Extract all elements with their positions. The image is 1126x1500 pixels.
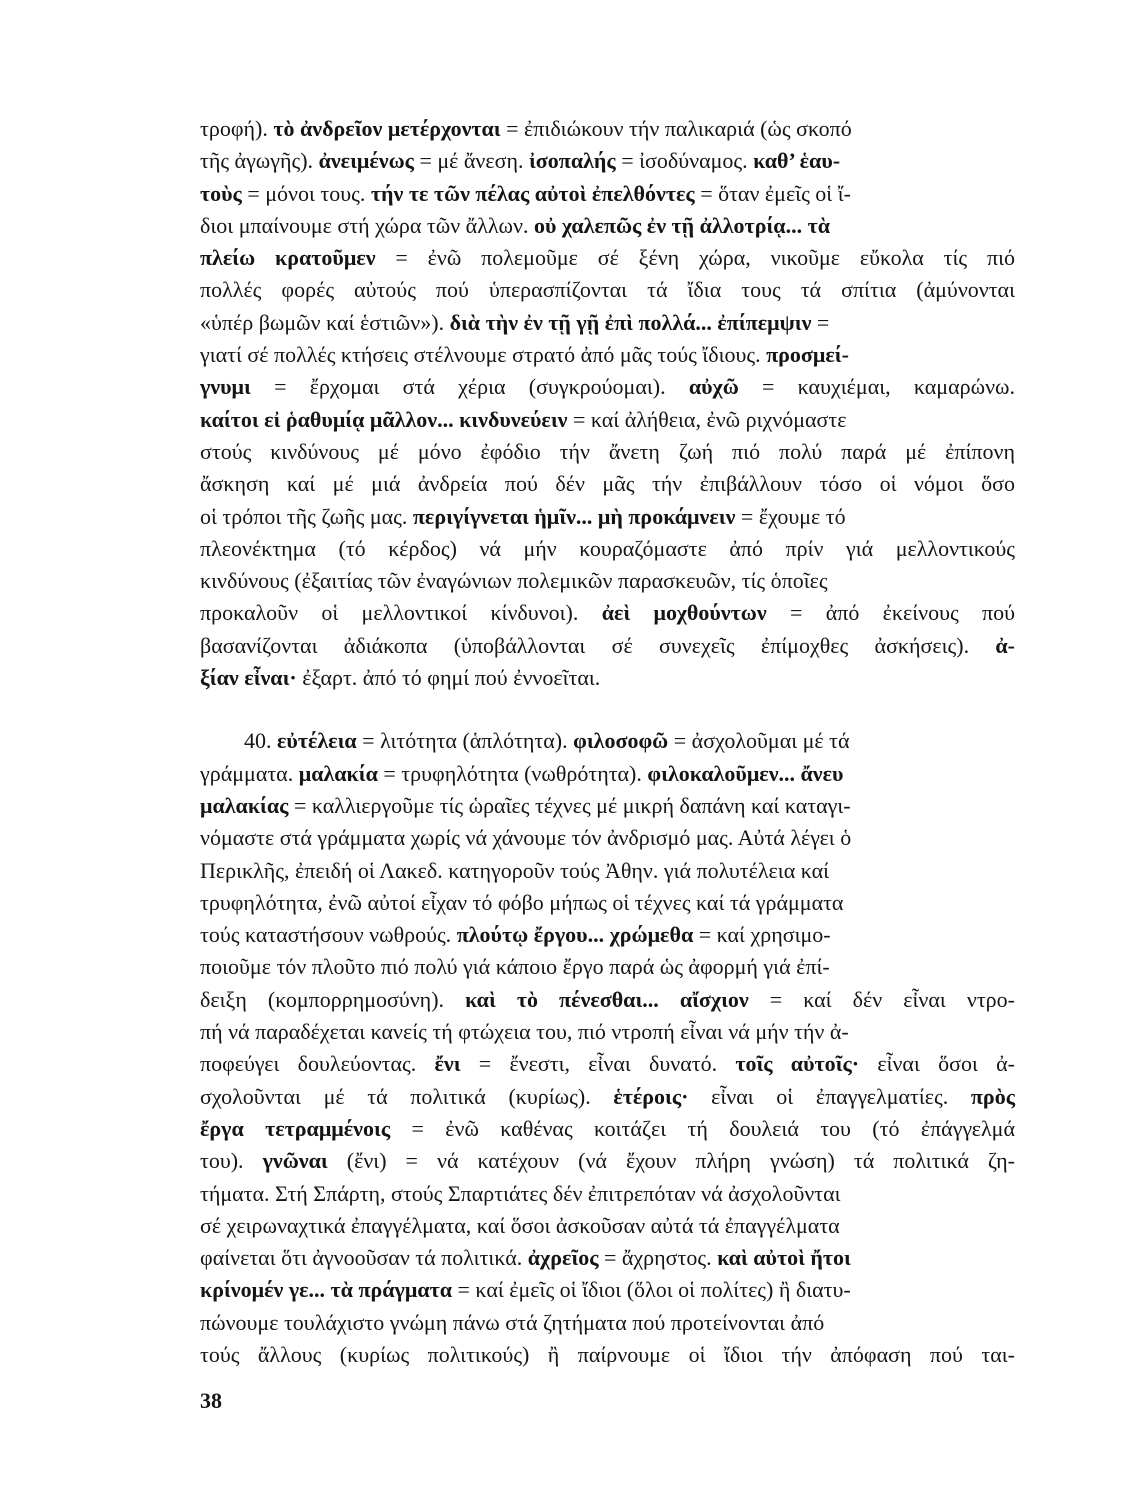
text-line: [200, 145, 1015, 177]
text-line-content: [244, 725, 850, 757]
lemma-term: φιλοσοφῶ: [573, 728, 669, 754]
text-line: [200, 951, 1015, 983]
text-line-content: [200, 1339, 1015, 1371]
text-line-content: [200, 951, 830, 983]
gloss-text: τούς ἄλλους (κυρίως πολιτικούς) ἢ παίρνουμε οἱ ἴδιοι τήν ἀπόφαση πού ται-: [200, 1341, 1015, 1367]
gloss-text: = ἐνῶ πολεμοῦμε σέ ξένη χώρα, νικοῦμε εὔκολα τίς πιό: [375, 245, 1016, 271]
lemma-term: προσμεί-: [766, 342, 849, 368]
lemma-term: ἔνι: [434, 1051, 461, 1077]
text-line: [200, 242, 1015, 274]
text-line-content: [200, 1016, 849, 1048]
gloss-text: «ὑπέρ βωμῶν καί ἑστιῶν»).: [200, 309, 450, 335]
lemma-term: πλούτῳ ἔργου... χρώμεθα: [456, 922, 694, 948]
lemma-term: καὶ τὸ πένεσθαι... αἴσχιον: [465, 986, 749, 1012]
lemma-term: οὐ χαλεπῶς ἐν τῇ ἀλλοτρίᾳ... τὰ: [533, 212, 830, 238]
text-line-content: [200, 404, 847, 436]
lemma-term: τήν τε τῶν πέλας αὐτοὶ ἐπελθόντες: [370, 180, 695, 206]
lemma-term: γνυμι: [200, 374, 251, 400]
gloss-text: = καί ἀλήθεια, ἐνῶ ριχνόμαστε: [567, 406, 847, 432]
gloss-text: γράμματα.: [200, 760, 299, 786]
lemma-term: μαλακία: [298, 760, 378, 786]
gloss-text: βασανίζονται ἀδιάκοπα (ὑποβάλλονται σέ συνεχεῖς ἐπίμοχθες ἀσκήσεις).: [200, 632, 996, 658]
text-line-content: [200, 210, 830, 242]
text-line: [200, 274, 1015, 306]
gloss-text: = ἔνεστι, εἶναι δυνατό.: [460, 1051, 736, 1077]
gloss-text: ποφεύγει δουλεύοντας.: [200, 1051, 435, 1077]
text-line: [200, 1081, 1015, 1113]
text-line: [200, 533, 1015, 565]
text-line: [200, 1307, 1015, 1339]
lemma-term: ξίαν εἶναι·: [200, 665, 297, 691]
gloss-text: οἱ τρόποι τῆς ζωῆς μας.: [200, 503, 413, 529]
text-line-content: [200, 855, 829, 887]
text-line-content: [200, 1307, 824, 1339]
text-line: [200, 725, 1015, 757]
text-line: [200, 307, 1015, 339]
text-line-content: [200, 790, 851, 822]
lemma-term: τοὺς: [200, 180, 242, 206]
lemma-term: ἀεὶ μοχθούντων: [601, 600, 767, 626]
gloss-text: = καί δέν εἶναι ντρο-: [748, 986, 1015, 1012]
text-line-content: [200, 1274, 851, 1306]
gloss-text: τήματα. Στή Σπάρτη, στούς Σπαρτιάτες δέν ἐπιτρεπόταν νά ἀσχολοῦνται: [200, 1180, 841, 1206]
gloss-text: τρυφηλότητα, ἐνῶ αὐτοί εἶχαν τό φόβο μήπως οἱ τέχνες καί τά γράμματα: [200, 889, 844, 915]
text-line-content: [200, 822, 851, 854]
lemma-term: ἑτέροις·: [613, 1083, 689, 1109]
gloss-text: = ἀπό ἐκείνους πού: [766, 600, 1015, 626]
text-line-content: [200, 1048, 1015, 1080]
gloss-text: ποιοῦμε τόν πλοῦτο πιό πολύ γιά κάποιο ἔργο παρά ὡς ἀφορμή γιά ἐπί-: [200, 954, 830, 980]
text-line: [200, 630, 1015, 662]
text-line-content: [200, 468, 1015, 500]
gloss-text: = ἀσχολοῦμαι μέ τά: [668, 728, 850, 754]
text-line: [200, 1048, 1015, 1080]
text-line: [200, 855, 1015, 887]
lemma-term: τοῖς αὐτοῖς·: [735, 1051, 860, 1077]
gloss-text: = καυχιέμαι, καμαρώνω.: [738, 374, 1015, 400]
lemma-term: κρίνομέν γε... τὰ πράγματα: [200, 1277, 453, 1303]
text-line: [200, 404, 1015, 436]
text-line: [200, 565, 1015, 597]
gloss-text: φαίνεται ὅτι ἀγνοοῦσαν τά πολιτικά.: [200, 1245, 528, 1271]
gloss-text: πώνουμε τουλάχιστο γνώμη πάνω στά ζητήματα πού προτείνονται ἀπό: [200, 1309, 825, 1335]
gloss-text: (ἔνι) = νά κατέχουν (νά ἔχουν πλήρη γνώση) τά πολιτικά ζη-: [327, 1148, 1015, 1174]
text-line-content: [200, 919, 831, 951]
lemma-term: τὸ ἀνδρεῖον μετέρχονται: [273, 116, 501, 141]
lemma-term: πρὸς: [970, 1083, 1015, 1109]
gloss-text: εἶναι ὅσοι ἀ-: [859, 1051, 1015, 1077]
text-line-content: [200, 662, 600, 694]
gloss-text: του).: [200, 1148, 263, 1174]
lemma-term: περιγίγνεται ἡμῖν... μὴ προκάμνειν: [412, 503, 736, 529]
text-line-content: [200, 1081, 1015, 1113]
lemma-term: διὰ τὴν ἐν τῇ γῇ ἐπὶ πολλά... ἐπίπεμψιν: [449, 309, 812, 335]
gloss-text: πλεονέκτημα (τό κέρδος) νά μήν κουραζόμαστε ἀπό πρίν γιά μελλοντικούς: [200, 535, 1015, 561]
lemma-term: γνῶναι: [262, 1148, 328, 1174]
text-line: [200, 984, 1015, 1016]
text-line-content: [200, 178, 851, 210]
lemma-term: εὐτέλεια: [277, 728, 357, 754]
text-line: [200, 1113, 1015, 1145]
text-line-content: [200, 533, 1015, 565]
gloss-text: τροφή).: [200, 116, 274, 141]
text-line-content: [200, 630, 1015, 662]
text-line: [200, 790, 1015, 822]
lemma-term: ἀνειμένως: [318, 148, 414, 174]
gloss-text: = ἔρχομαι στά χέρια (συγκρούομαι).: [250, 374, 689, 400]
text-line: [200, 919, 1015, 951]
text-line-content: [200, 1145, 1015, 1177]
commentary-paragraph: [200, 725, 1015, 1371]
text-line: [200, 113, 1015, 145]
text-line: [200, 501, 1015, 533]
text-line: [200, 178, 1015, 210]
lemma-term: ἀχρεῖος: [527, 1245, 599, 1271]
gloss-text: προκαλοῦν οἱ μελλοντικοί κίνδυνοι).: [200, 600, 602, 626]
text-line: [200, 371, 1015, 403]
gloss-text: γιατί σέ πολλές κτήσεις στέλνουμε στρατό ἀπό μᾶς τούς ἴδιους.: [200, 342, 767, 368]
gloss-text: = ἐνῶ καθένας κοιτάζει τή δουλειά του (τό ἐπάγγελμά: [390, 1115, 1016, 1141]
text-line: [200, 758, 1015, 790]
gloss-text: δειξη (κομπορρημοσύνη).: [200, 986, 466, 1012]
gloss-text: =: [811, 309, 830, 335]
gloss-text: = καί χρησιμο-: [693, 922, 831, 948]
gloss-text: σχολοῦνται μέ τά πολιτικά (κυρίως).: [200, 1083, 614, 1109]
commentary-paragraph: [200, 113, 1015, 694]
gloss-text: = λιτότητα (ἁπλότητα).: [356, 728, 574, 754]
gloss-text: πολλές φορές αὐτούς πού ὑπερασπίζονται τά ἴδια τους τά σπίτια (ἀμύνονται: [200, 277, 1015, 303]
text-line: [200, 1016, 1015, 1048]
gloss-text: τούς καταστήσουν νωθρούς.: [200, 922, 457, 948]
gloss-text: ἐξαρτ. ἀπό τό φημί πού ἐννοεῖται.: [296, 665, 601, 691]
text-line-content: [200, 887, 843, 919]
text-line: [200, 436, 1015, 468]
text-line: [200, 597, 1015, 629]
text-line: [200, 662, 1015, 694]
text-line: [200, 1145, 1015, 1177]
gloss-text: = μόνοι τους.: [241, 180, 371, 206]
text-line-content: [200, 1113, 1015, 1145]
gloss-text: σέ χειρωναχτικά ἐπαγγέλματα, καί ὅσοι ἀσκοῦσαν αὐτά τά ἐπαγγέλματα: [200, 1212, 840, 1238]
gloss-text: = μέ ἄνεση.: [413, 148, 529, 174]
gloss-text: = καί ἐμεῖς οἱ ἴδιοι (ὅλοι οἱ πολίτες) ἢ διατυ-: [452, 1277, 851, 1303]
gloss-text: κινδύνους (ἐξαιτίας τῶν ἐναγώνιων πολεμικῶν παρασκευῶν, τίς ὁποῖες: [200, 568, 828, 594]
gloss-text: τῆς ἀγωγῆς).: [200, 148, 319, 174]
text-line: [200, 1210, 1015, 1242]
gloss-text: 40.: [244, 728, 277, 754]
text-line-content: [200, 501, 846, 533]
text-line-content: [200, 565, 828, 597]
text-line: [200, 468, 1015, 500]
gloss-text: διοι μπαίνουμε στή χώρα τῶν ἄλλων.: [200, 212, 534, 238]
lemma-term: καίτοι εἰ ῥαθυμίᾳ μᾶλλον... κινδυνεύειν: [200, 406, 568, 432]
text-line: [200, 822, 1015, 854]
gloss-text: στούς κινδύνους μέ μόνο ἐφόδιο τήν ἄνετη ζωή πιό πολύ παρά μέ ἐπίπονη: [200, 438, 1015, 464]
text-line: [200, 210, 1015, 242]
gloss-text: ἄσκηση καί μέ μιά ἀνδρεία πού δέν μᾶς τήν ἐπιβάλλουν τόσο οἱ νόμοι ὅσο: [200, 471, 1015, 497]
lemma-term: ἔργα τετραμμένοις: [200, 1115, 391, 1141]
text-line: [200, 1274, 1015, 1306]
gloss-text: Περικλῆς, ἐπειδή οἱ Λακεδ. κατηγοροῦν τούς Ἀθην. γιά πολυτέλεια καί: [200, 857, 830, 883]
gloss-text: = ἰσοδύναμος.: [615, 148, 754, 174]
text-line-content: [200, 1178, 841, 1210]
text-line: [200, 339, 1015, 371]
text-line-content: [200, 145, 840, 177]
gloss-text: εἶναι οἱ ἐπαγγελματίες.: [688, 1083, 971, 1109]
text-line-content: [200, 1242, 851, 1274]
gloss-text: = ἄχρηστος.: [598, 1245, 718, 1271]
lemma-term: καθ’ ἑαυ-: [753, 148, 841, 174]
text-line: [200, 887, 1015, 919]
gloss-text: = τρυφηλότητα (νωθρότητα).: [377, 760, 648, 786]
lemma-term: αὐχῶ: [688, 374, 739, 400]
lemma-term: μαλακίας: [200, 792, 289, 818]
text-line-content: [200, 758, 843, 790]
gloss-text: = ἐπιδιώκουν τήν παλικαριά (ὡς σκοπό: [500, 116, 852, 141]
text-body: [200, 113, 1015, 1371]
lemma-term: φιλοκαλοῦμεν... ἄνευ: [647, 760, 844, 786]
gloss-text: = ἔχουμε τό: [735, 503, 846, 529]
gloss-text: = καλλιεργοῦμε τίς ὡραῖες τέχνες μέ μικρή δαπάνη καί καταγι-: [288, 792, 851, 818]
text-line-content: [200, 436, 1015, 468]
text-line: [200, 1178, 1015, 1210]
lemma-term: ἀ-: [995, 632, 1015, 658]
lemma-term: πλείω κρατοῦμεν: [200, 245, 376, 271]
text-line-content: [200, 274, 1015, 306]
lemma-term: ἰσοπαλής: [528, 148, 616, 174]
gloss-text: = ὅταν ἐμεῖς οἱ ἴ-: [694, 180, 851, 206]
text-line-content: [200, 242, 1015, 274]
text-line-content: [200, 984, 1015, 1016]
text-line-content: [200, 307, 829, 339]
text-line-content: [200, 1210, 840, 1242]
gloss-text: νόμαστε στά γράμματα χωρίς νά χάνουμε τόν ἀνδρισμό μας. Αὐτά λέγει ὁ: [200, 825, 852, 851]
text-line-content: [200, 371, 1015, 403]
text-line: [200, 1242, 1015, 1274]
lemma-term: καὶ αὐτοὶ ἤτοι: [717, 1245, 851, 1271]
gloss-text: πή νά παραδέχεται κανείς τή φτώχεια του, πιό ντροπή εἶναι νά μήν τήν ἀ-: [200, 1019, 849, 1045]
text-line: [200, 1339, 1015, 1371]
text-line-content: [200, 113, 852, 145]
page-number: 38: [200, 1388, 222, 1413]
text-line-content: [200, 339, 849, 371]
text-line-content: [200, 597, 1015, 629]
